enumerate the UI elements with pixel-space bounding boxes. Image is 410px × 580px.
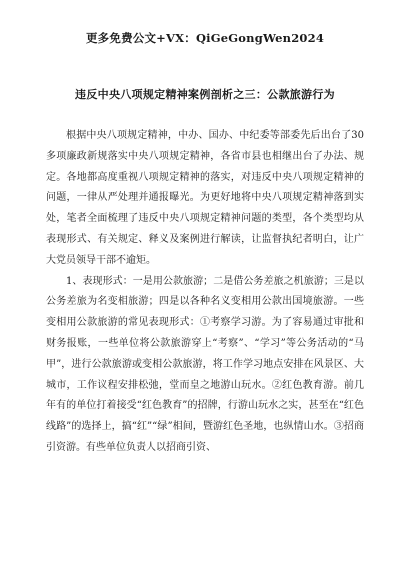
page-header: 更多免费公文+VX：QiGeGongWen2024 bbox=[85, 31, 325, 45]
document-body bbox=[46, 126, 364, 459]
document-title: 违反中央八项规定精神案例剖析之三：公款旅游行为 bbox=[75, 88, 335, 101]
paragraph-intro: 根据中央八项规定精神，中办、国办、中纪委等部委先后出台了30多项廉政新规落实中央八项规定精神，各省市县也相继出台了办法、规定。各地都高度重视八项规定精神的落实，对违反中央八项规定精神的问题，一律从严处理并通报曝光。为更好地将中央八项规定精神落到实处，笔者全面梳理了违反中央八项规定精神问题的类型，各个类型均从表现形式、有关规定、释义及案例进行解读，让监督执纪者明白，让广大党员领导干部不逾矩。 bbox=[46, 130, 364, 266]
paragraph-manifestations: 1、表现形式：一是用公款旅游；二是借公务差旅之机旅游；三是以公务差旅为名变相旅游；四是以各种名义变相用公款出国境旅游。一些变相用公款旅游的常见表现形式：①考察学习游。为了容易通过审批和财务报账，一些单位将公款旅游穿上“考察”、“学习”等公务活动的“马甲”，进行公款旅游或变相公款旅游，将工作学习地点安排在风景区、大城市，工作议程安排松弛，堂而皇之地游山玩水。②红色教育游。前几年有的单位打着接受“红色教育”的招牌，行游山玩水之实，甚至在“红色线路”的选择上，搞“红”“绿”相间，暨游红色圣地，也纵情山水。③招商引资游。有些单位负责人以招商引资、 bbox=[46, 275, 364, 453]
